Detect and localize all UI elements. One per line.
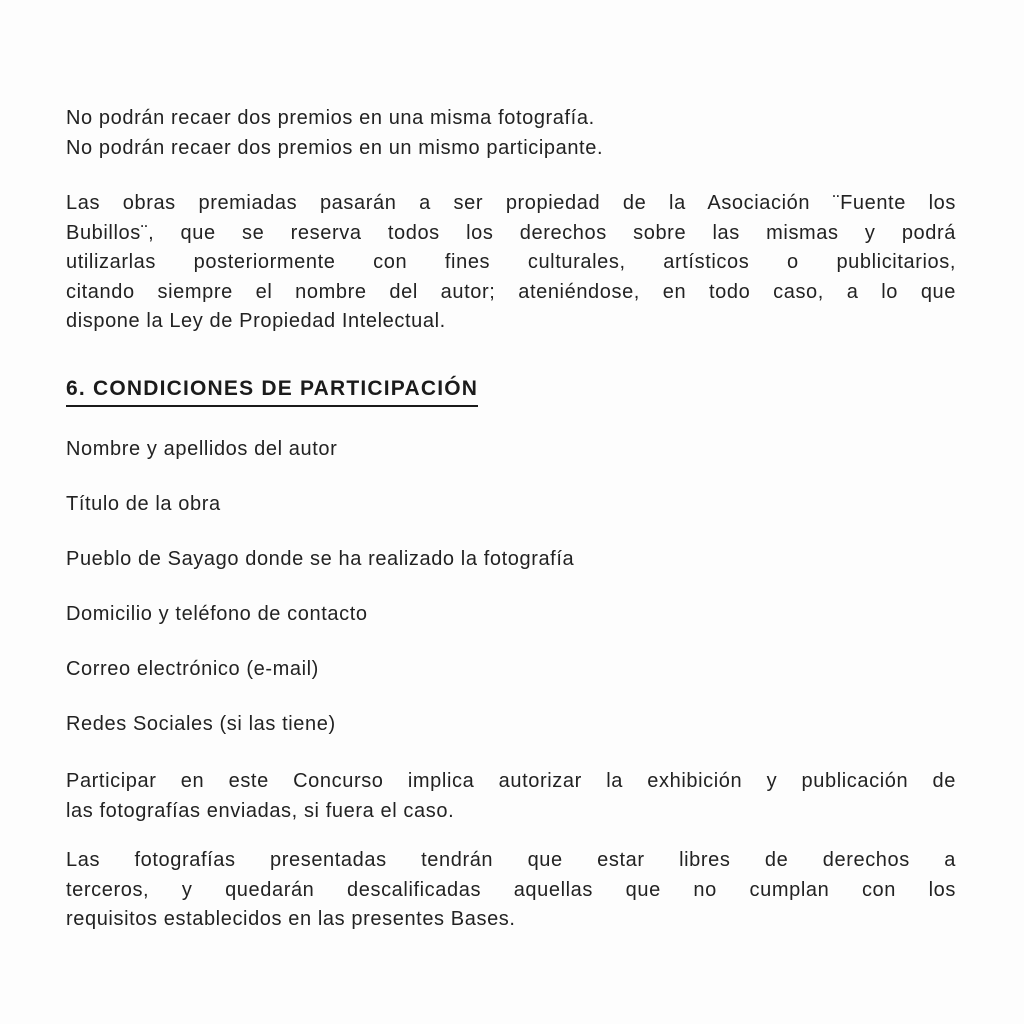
- text-line: Domicilio y teléfono de contacto: [66, 602, 368, 625]
- text-line: citando siempre el nombre del autor; ateniéndose, en todo caso, a lo que: [66, 280, 956, 303]
- text-line: Participar en este Concurso implica autorizar la exhibición y publicación de: [66, 769, 956, 792]
- text-line: las fotografías enviadas, si fuera el caso.: [66, 799, 455, 822]
- text-line: Las obras premiadas pasarán a ser propiedad de la Asociación ¨Fuente los: [66, 192, 956, 214]
- ownership-paragraph: [66, 189, 956, 337]
- rights-paragraph: [66, 846, 956, 935]
- section-heading-row: [66, 377, 956, 407]
- no-double-prize-paragraph: [66, 103, 956, 163]
- text-line: Correo electrónico (e-mail): [66, 657, 319, 680]
- text-line: Las fotografías presentadas tendrán que estar libres de derechos a: [66, 849, 956, 872]
- text-line: Nombre y apellidos del autor: [66, 437, 338, 460]
- text-line: requisitos establecidos en las presentes Bases.: [66, 908, 516, 931]
- participation-fields-list: [66, 437, 956, 736]
- text-line: dispone la Ley de Propiedad Intelectual.: [66, 310, 446, 333]
- text-line: Bubillos¨, que se reserva todos los derechos sobre las mismas y podrá: [66, 221, 956, 244]
- text-line: Título de la obra: [66, 492, 221, 515]
- text-line: No podrán recaer dos premios en un mismo participante.: [66, 137, 604, 159]
- authorization-paragraph: [66, 767, 956, 826]
- text-line: Pueblo de Sayago donde se ha realizado la fotografía: [66, 547, 575, 570]
- text-line: No podrán recaer dos premios en una misma fotografía.: [66, 107, 595, 129]
- text-line: utilizarlas posteriormente con fines culturales, artísticos o publicitarios,: [66, 251, 956, 274]
- text-line: terceros, y quedarán descalificadas aquellas que no cumplan con los: [66, 878, 956, 901]
- text-line: Redes Sociales (si las tiene): [66, 712, 336, 735]
- section-heading: 6. CONDICIONES DE PARTICIPACIÓN: [66, 377, 478, 407]
